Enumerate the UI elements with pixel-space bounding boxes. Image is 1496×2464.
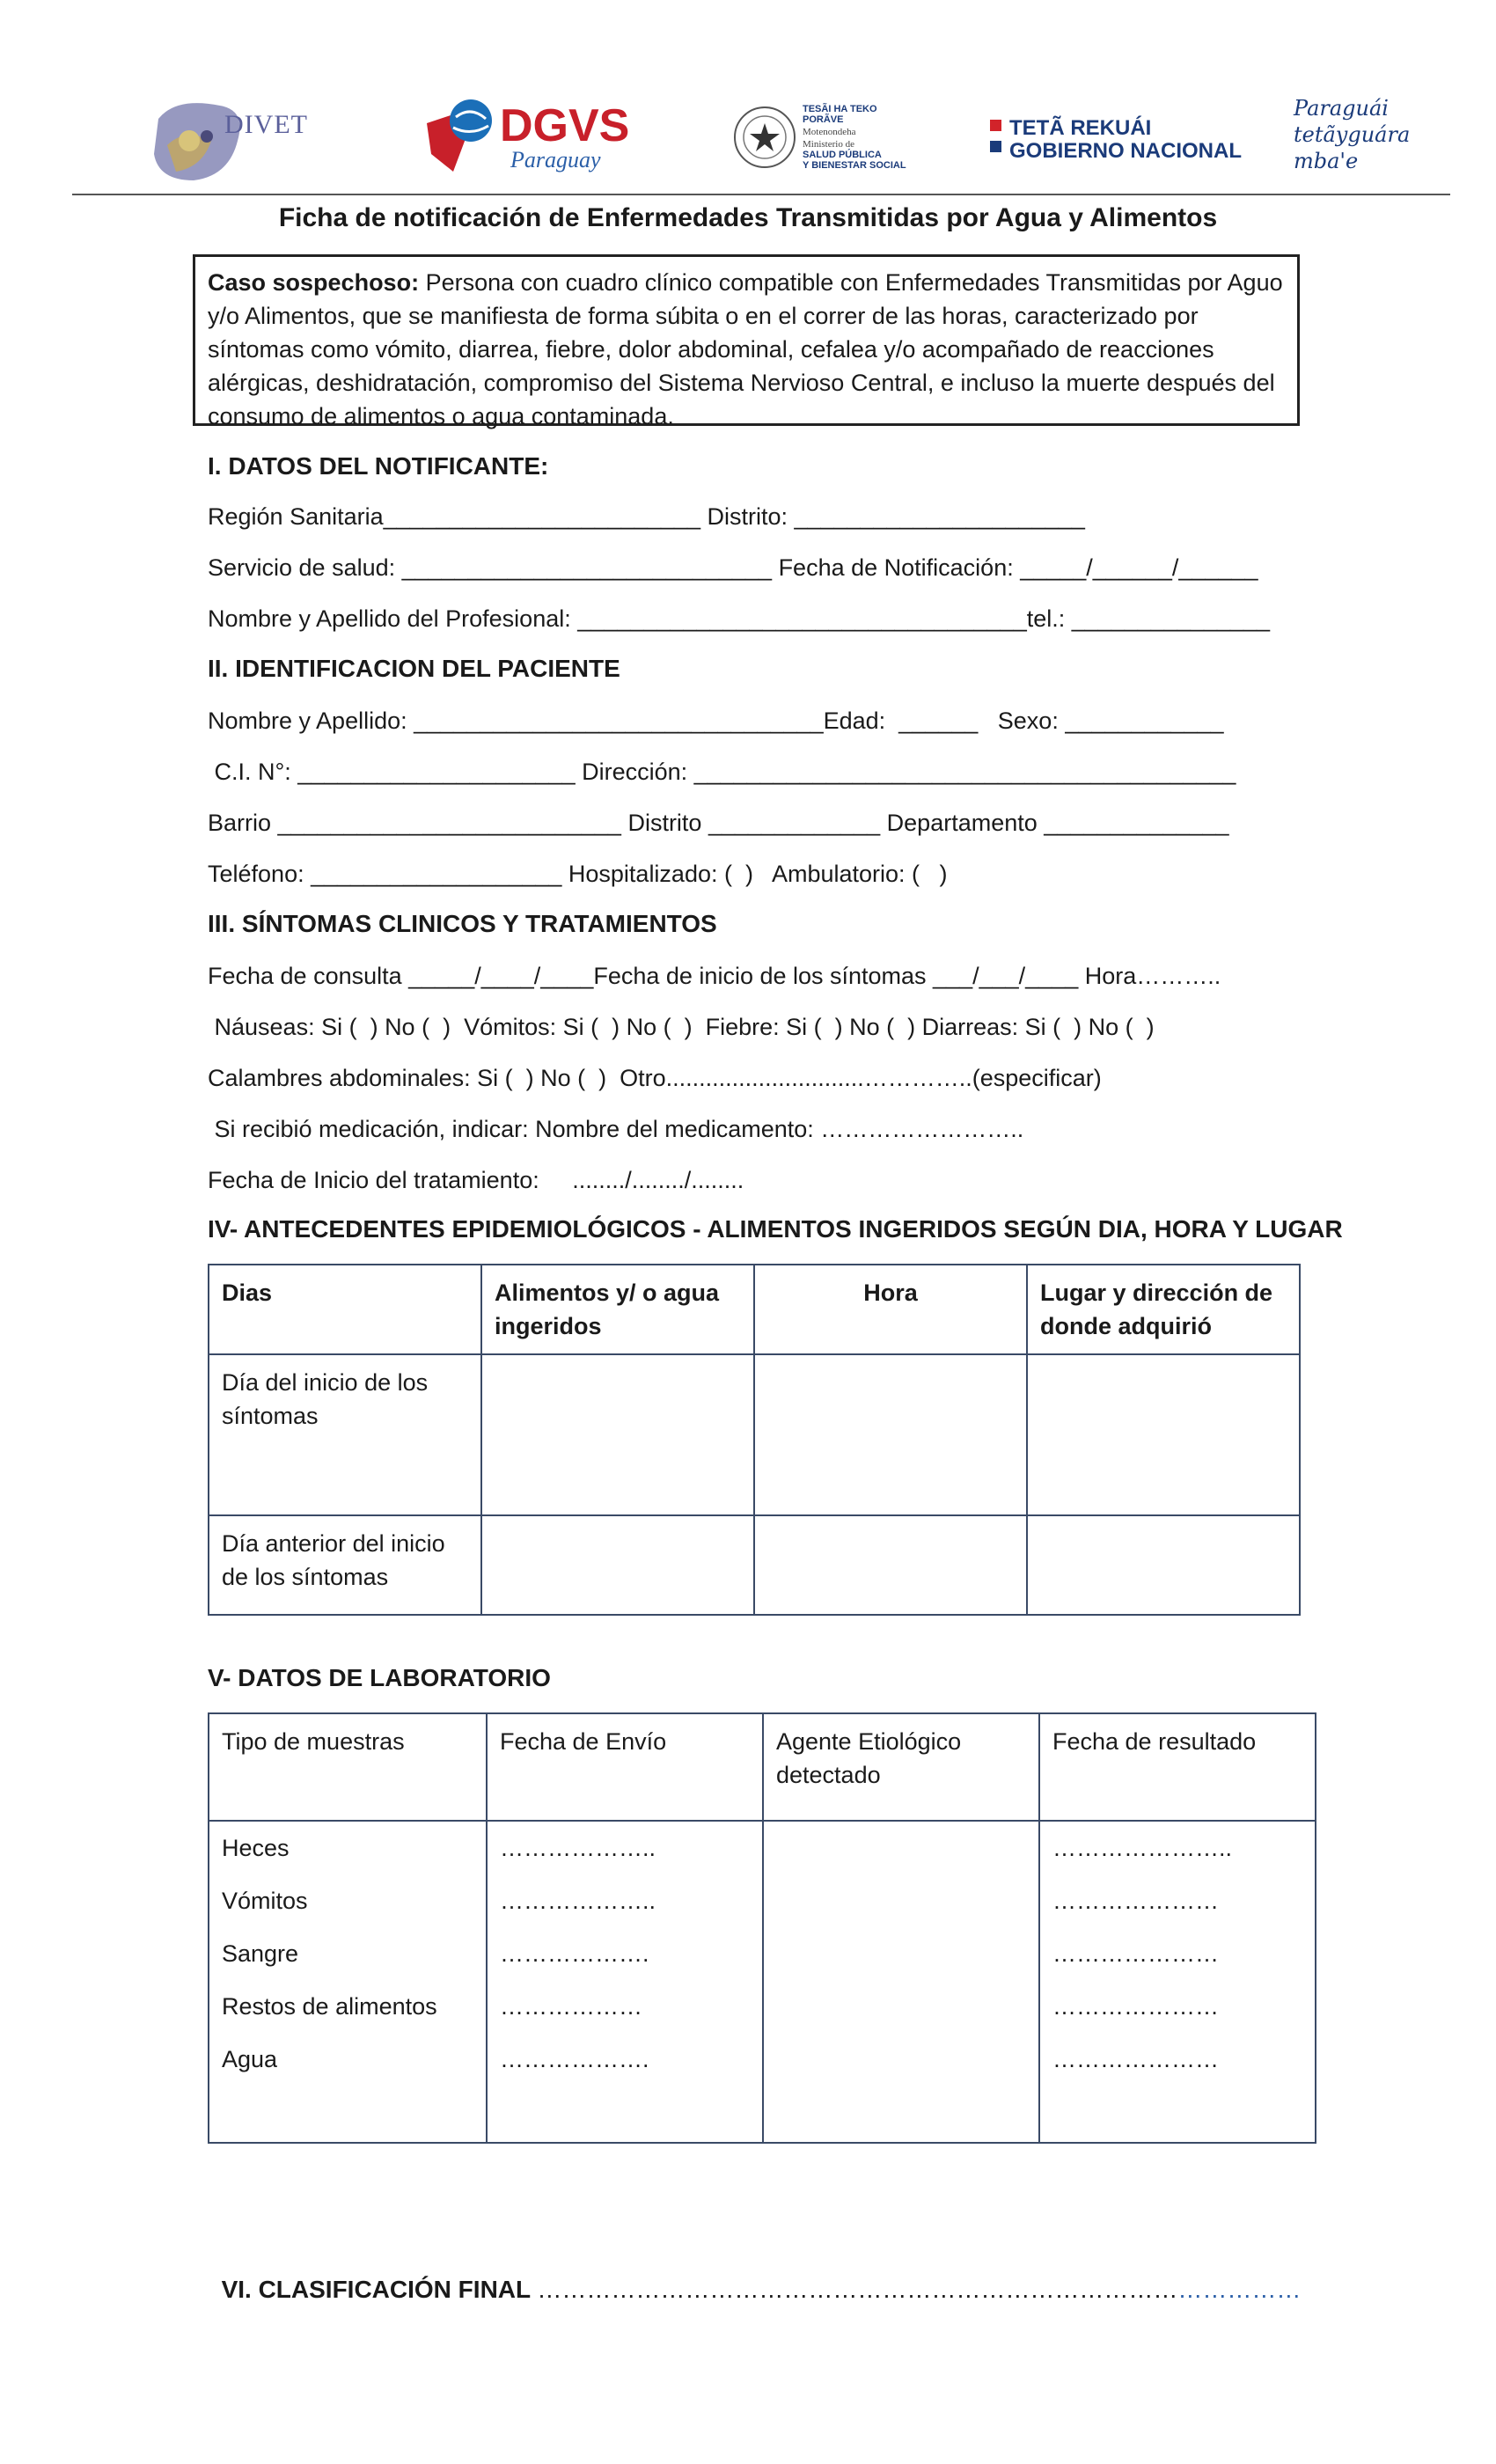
section3-heading: III. SÍNTOMAS CLINICOS Y TRATAMIENTOS	[208, 910, 717, 937]
classification-dots[interactable]: ……………………………………………………………………	[537, 2276, 1178, 2303]
cell-input[interactable]	[481, 1354, 754, 1515]
section1-heading: I. DATOS DEL NOTIFICANTE:	[208, 452, 549, 480]
barrio-district-dept-field[interactable]: Barrio __________________________ Distrito _____________ Departamento ______________	[208, 810, 1229, 836]
classification-dots-blue[interactable]: ……………	[1177, 2276, 1302, 2303]
case-label: Caso sospechoso:	[208, 269, 420, 296]
send-date-agua[interactable]: ……………….	[500, 2046, 649, 2072]
cell-input[interactable]	[481, 1515, 754, 1615]
ministry-line2: Motenondeha	[803, 127, 856, 137]
col-header-tipo: Tipo de muestras	[209, 1713, 487, 1821]
col-header-resultado: Fecha de resultado	[1039, 1713, 1316, 1821]
sample-agua: Agua	[222, 2046, 278, 2072]
dgvs-subtitle: Paraguay	[510, 147, 601, 172]
region-district-field[interactable]: Región Sanitaria________________________ Distrito: ______________________	[208, 503, 1085, 530]
final-classification-line[interactable]	[208, 2253, 1301, 2302]
ci-address-field[interactable]: C.I. N°: _____________________ Dirección: _________________________________________	[208, 759, 1236, 785]
treatment-start-field[interactable]: Fecha de Inicio del tratamiento: ......../......../........	[208, 1167, 744, 1193]
form-title: Ficha de notificación de Enfermedades Transmitidas por Agua y Alimentos	[278, 203, 1218, 232]
section2-heading: II. IDENTIFICACION DEL PACIENTE	[208, 655, 620, 682]
cell-input[interactable]	[1027, 1354, 1300, 1515]
gov-line2: GOBIERNO NACIONAL	[1009, 139, 1242, 163]
case-definition-box	[193, 254, 1300, 429]
send-date-restos[interactable]: ………………	[500, 1993, 642, 2020]
laboratory-table	[208, 1712, 1316, 2144]
send-dates-cell[interactable]	[487, 1821, 763, 2143]
symptoms-checks[interactable]: Náuseas: Si ( ) No ( ) Vómitos: Si ( ) No ( ) Fiebre: Si ( ) No ( ) Diarreas: Si ( ) No ( )	[208, 1014, 1155, 1040]
ministry-line1: TESÃI HA TEKO PORÃVE	[803, 104, 877, 125]
sample-vomitos: Vómitos	[222, 1888, 308, 1914]
row-label-dia-inicio: Día del inicio de los síntomas	[209, 1354, 481, 1515]
col-header-agente: Agente Etiológico detectado	[763, 1713, 1039, 1821]
gov-mark-icon-2	[990, 141, 1001, 152]
patient-name-age-sex-field[interactable]: Nombre y Apellido: _______________________________Edad: ______ Sexo: ____________	[208, 708, 1224, 734]
send-date-vomitos[interactable]: ………………..	[500, 1888, 656, 1914]
sample-heces: Heces	[222, 1835, 290, 1861]
result-date-agua[interactable]: …………………	[1052, 2046, 1219, 2072]
sample-types-cell	[209, 1821, 487, 2143]
cramps-other-field[interactable]: Calambres abdominales: Si ( ) No ( ) Otro..............................…………..(especificar)	[208, 1065, 1102, 1091]
section6-heading: VI. CLASIFICACIÓN FINAL	[221, 2276, 538, 2303]
section4-heading: IV- ANTECEDENTES EPIDEMIOLÓGICOS - ALIMENTOS INGERIDOS SEGÚN DIA, HORA Y LUGAR	[208, 1215, 1343, 1243]
send-date-heces[interactable]: ………………..	[500, 1835, 656, 1861]
consult-dates-field[interactable]: Fecha de consulta _____/____/____Fecha de inicio de los síntomas ___/___/____ Hora………..	[208, 963, 1221, 989]
ministry-logo	[732, 104, 952, 174]
dgvs-text: DGVS	[500, 100, 630, 151]
divet-logo	[141, 92, 317, 189]
section5-heading: V- DATOS DE LABORATORIO	[208, 1664, 551, 1691]
row-label-dia-anterior: Día anterior del inicio de los síntomas	[209, 1515, 481, 1615]
slogan-text: Paraguái tetãyguára mba'e	[1294, 96, 1411, 173]
case-text: Persona con cuadro clínico compatible con Enfermedades Transmitidas por Aguo y/o Alimentos, que se manifiesta de forma súbita o en el correr de las horas, caracterizado por síntomas como vómito, diarrea, fiebre, dolor abdominal, cefalea y/o acompañado de reacciones alérgicas, deshidratación, compromiso del Sistema Nervioso Central, e incluso la muerte después del consumo de alimentos o agua contaminada.	[208, 269, 1283, 429]
slogan-logo	[1294, 95, 1417, 183]
col-header-envio: Fecha de Envío	[487, 1713, 763, 1821]
ministry-line4: SALUD PÚBLICA	[803, 150, 882, 160]
col-header-alimentos: Alimentos y/ o agua ingeridos	[481, 1265, 754, 1354]
sample-sangre: Sangre	[222, 1940, 299, 1967]
result-date-vomitos[interactable]: …………………	[1052, 1888, 1219, 1914]
phone-hospital-field[interactable]: Teléfono: ___________________ Hospitalizado: ( ) Ambulatorio: ( )	[208, 861, 948, 887]
divet-text: DIVET	[224, 110, 308, 139]
gov-mark-icon	[990, 120, 1001, 131]
result-date-sangre[interactable]: …………………	[1052, 1940, 1219, 1967]
ministry-line3: Ministerio de	[803, 139, 854, 150]
cell-input[interactable]	[1027, 1515, 1300, 1615]
food-intake-table	[208, 1264, 1301, 1616]
cell-input[interactable]	[754, 1354, 1027, 1515]
send-date-sangre[interactable]: ……………….	[500, 1940, 649, 1967]
gobierno-logo	[990, 114, 1254, 167]
medication-field[interactable]: Si recibió medicación, indicar: Nombre del medicamento: ……………………..	[208, 1116, 1024, 1142]
cell-input[interactable]	[754, 1515, 1027, 1615]
col-header-hora: Hora	[754, 1265, 1027, 1354]
agent-cell[interactable]	[763, 1821, 1039, 2143]
dgvs-logo	[422, 92, 660, 180]
gov-line1: TETÃ REKUÁI	[1009, 116, 1152, 140]
result-date-heces[interactable]: …………………..	[1052, 1835, 1233, 1861]
result-date-restos[interactable]: …………………	[1052, 1993, 1219, 2020]
sample-restos: Restos de alimentos	[222, 1993, 437, 2020]
service-date-field[interactable]: Servicio de salud: ____________________________ Fecha de Notificación: _____/______/______	[208, 554, 1258, 581]
professional-phone-field[interactable]: Nombre y Apellido del Profesional: __________________________________tel.: _______________	[208, 605, 1271, 632]
col-header-lugar: Lugar y dirección de donde adquirió	[1027, 1265, 1300, 1354]
header-divider	[72, 194, 1450, 195]
ministry-line5: Y BIENESTAR SOCIAL	[803, 160, 906, 171]
result-dates-cell[interactable]	[1039, 1821, 1316, 2143]
col-header-dias: Dias	[209, 1265, 481, 1354]
